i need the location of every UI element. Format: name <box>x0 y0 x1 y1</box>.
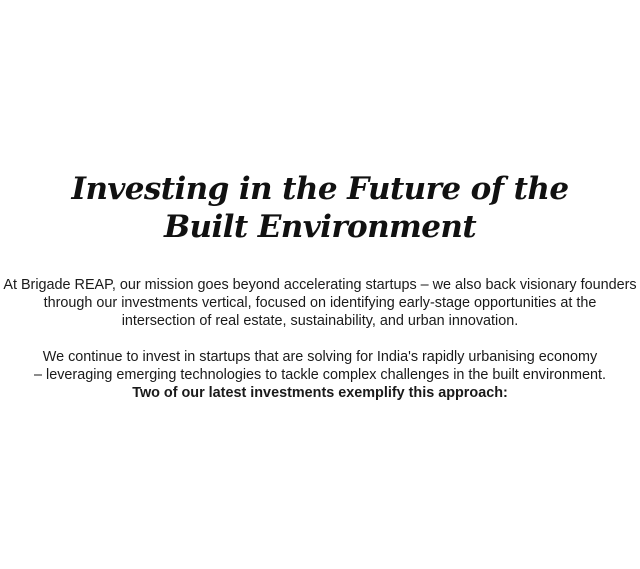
section-heading <box>0 170 640 246</box>
followup-line-1: We continue to invest in startups that are solving for India's rapidly urbanising economy <box>42 349 598 365</box>
section-investing-future <box>0 170 640 402</box>
intro-line-3: intersection of real estate, sustainability, and urban innovation. <box>121 313 519 329</box>
heading-line-1: Investing in the Future of the <box>71 171 569 207</box>
followup-line-2: – leveraging emerging technologies to tackle complex challenges in the built environment. <box>34 367 606 383</box>
heading-line-2: Built Environment <box>163 209 477 245</box>
intro-paragraph <box>0 276 640 330</box>
followup-paragraph <box>0 348 640 402</box>
intro-line-1: At Brigade REAP, our mission goes beyond accelerating startups – we also back visionary founders <box>3 277 637 293</box>
intro-line-2: through our investments vertical, focused on identifying early-stage opportunities at the <box>43 295 597 311</box>
investments-lead-in: Two of our latest investments exemplify this approach: <box>132 385 508 401</box>
